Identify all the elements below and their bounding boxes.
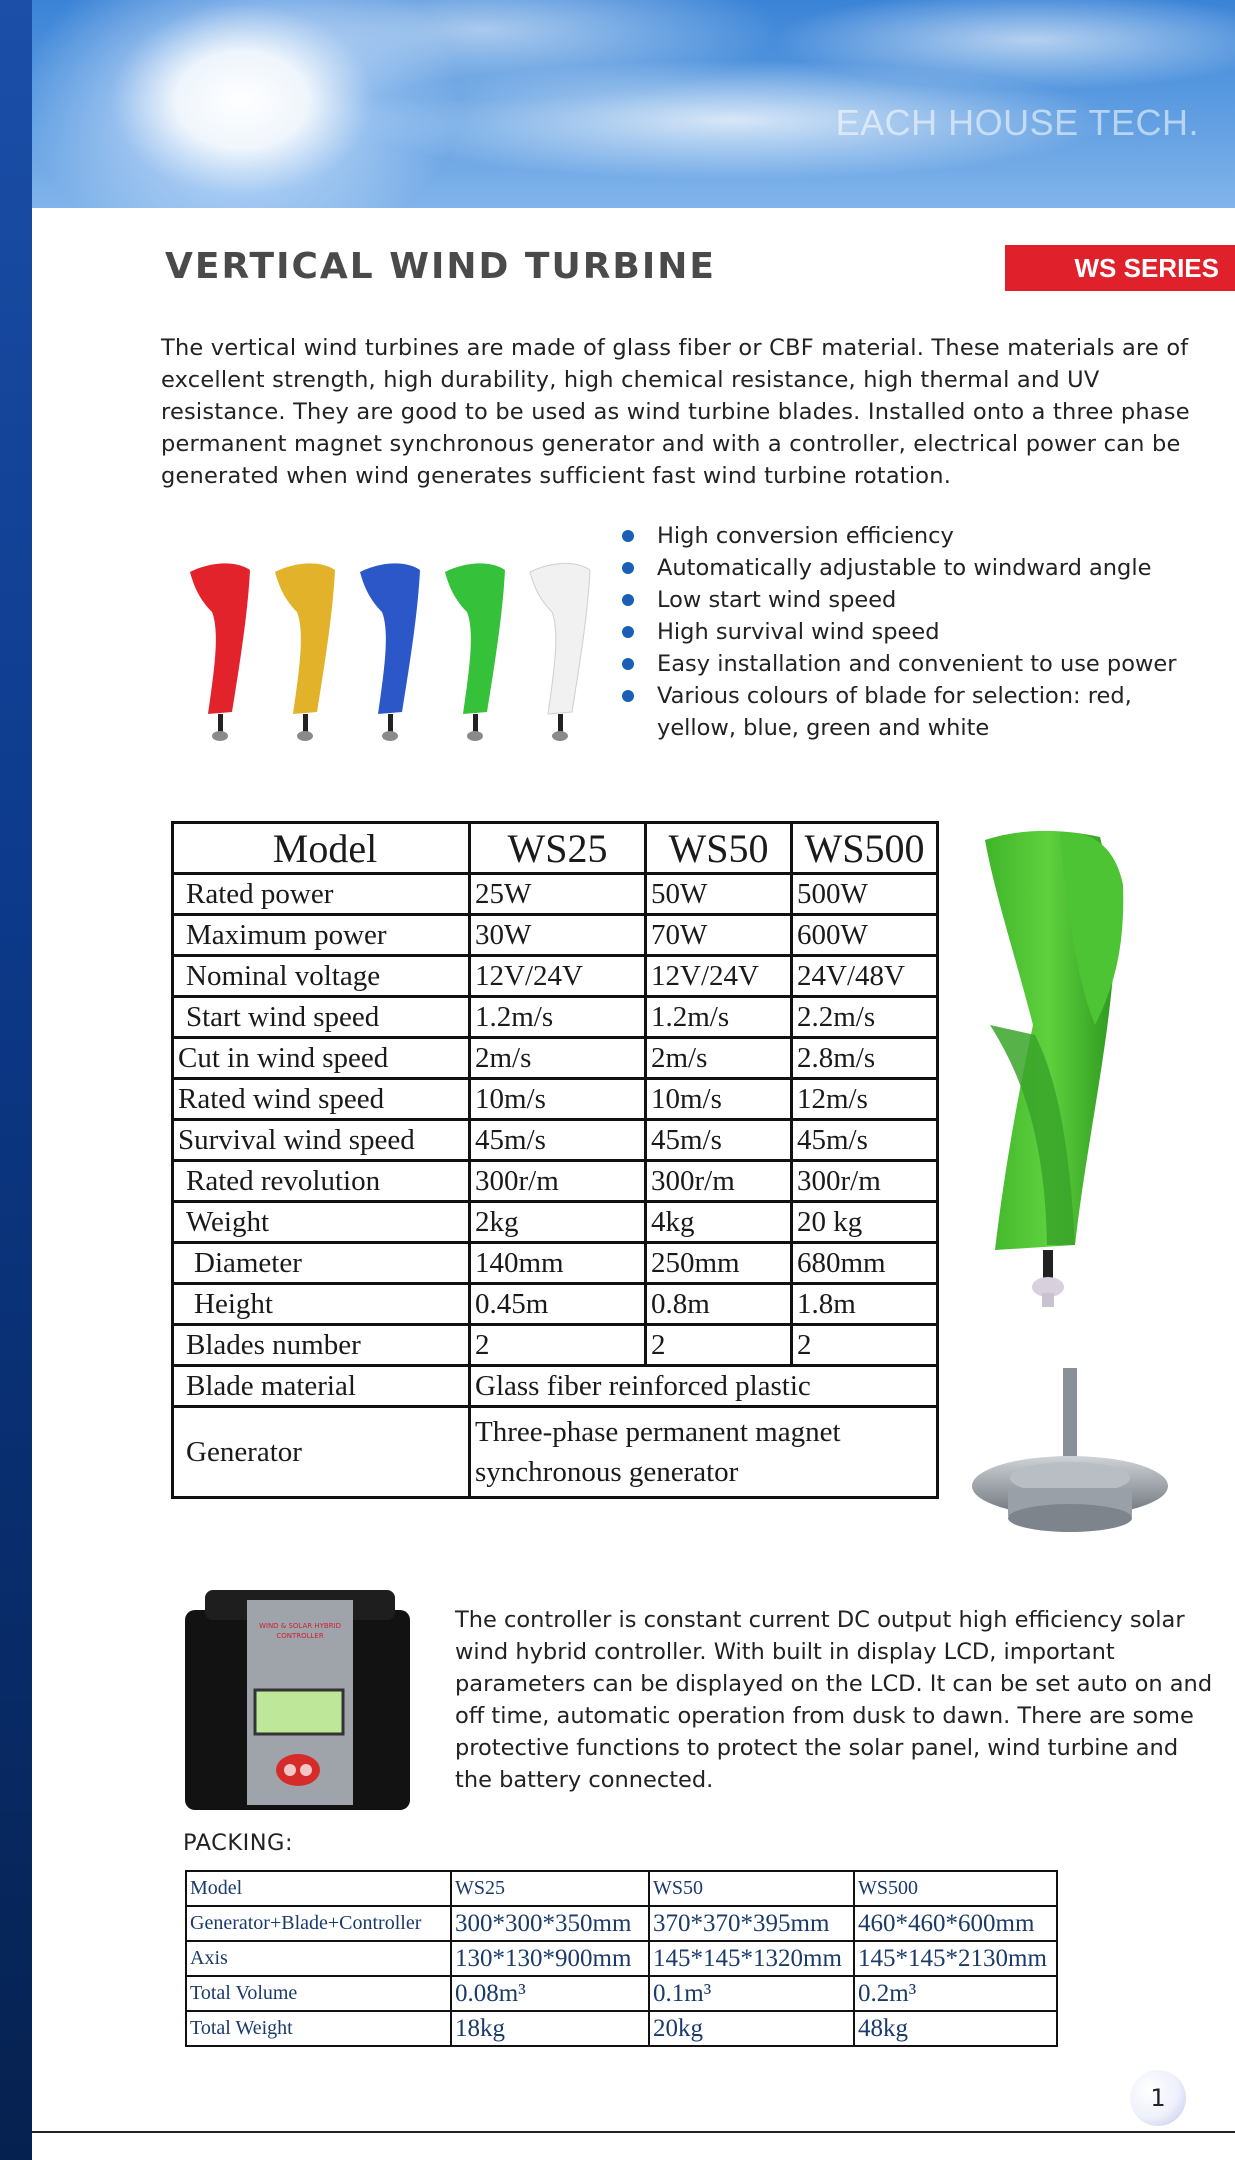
packing-header-cell: WS50	[649, 1871, 854, 1906]
spec-row	[173, 1366, 938, 1407]
spec-header-row	[173, 823, 938, 874]
packing-cell: Total Weight	[186, 2011, 451, 2046]
spec-header-cell: Model	[173, 823, 470, 874]
spec-cell: Cut in wind speed	[173, 1038, 470, 1079]
packing-cell: 0.1m³	[649, 1976, 854, 2011]
spec-row	[173, 956, 938, 997]
spec-cell: 30W	[470, 915, 646, 956]
spec-cell: 600W	[792, 915, 938, 956]
spec-cell: 24V/48V	[792, 956, 938, 997]
spec-cell: 300r/m	[792, 1161, 938, 1202]
generator-line: Three-phase permanent magnet	[475, 1416, 841, 1448]
packing-table	[185, 1870, 1058, 2047]
page-number: 1	[1130, 2070, 1186, 2126]
spec-row	[173, 1038, 938, 1079]
spec-cell: 25W	[470, 874, 646, 915]
spec-cell: Weight	[173, 1202, 470, 1243]
packing-cell: Axis	[186, 1941, 451, 1976]
spec-cell: Survival wind speed	[173, 1120, 470, 1161]
spec-cell: Generator	[173, 1407, 470, 1498]
spec-cell: 12V/24V	[646, 956, 792, 997]
green-turbine-image	[975, 825, 1125, 1325]
spec-cell: 45m/s	[792, 1120, 938, 1161]
blade-icon	[445, 563, 505, 741]
spec-row	[173, 997, 938, 1038]
packing-cell: 48kg	[854, 2011, 1057, 2046]
footer-divider	[32, 2131, 1235, 2133]
spec-cell: 10m/s	[470, 1079, 646, 1120]
feature-item: Easy installation and convenient to use power	[620, 648, 1210, 680]
spec-cell: 2m/s	[470, 1038, 646, 1079]
spec-cell: 1.2m/s	[470, 997, 646, 1038]
spec-cell: Blades number	[173, 1325, 470, 1366]
blade-icon	[360, 563, 420, 741]
spec-cell: Blade material	[173, 1366, 470, 1407]
spec-cell: 140mm	[470, 1243, 646, 1284]
spec-cell: 680mm	[792, 1243, 938, 1284]
spec-cell: 300r/m	[646, 1161, 792, 1202]
spec-table	[171, 821, 939, 1499]
header-banner	[32, 0, 1235, 208]
spec-cell: 70W	[646, 915, 792, 956]
generator-line: synchronous generator	[475, 1456, 739, 1488]
spec-header-cell: WS50	[646, 823, 792, 874]
packing-header-cell: WS500	[854, 1871, 1057, 1906]
packing-row	[186, 2011, 1057, 2046]
packing-header-cell: Model	[186, 1871, 451, 1906]
blade-icon	[530, 563, 590, 741]
colored-blades-image	[180, 552, 610, 752]
feature-item: Low start wind speed	[620, 584, 1210, 616]
bullet-icon	[622, 626, 634, 638]
controller-panel-title: WIND & SOLAR HYBRID	[258, 1622, 342, 1630]
spec-cell: 2m/s	[646, 1038, 792, 1079]
spec-row	[173, 874, 938, 915]
spec-cell: Glass fiber reinforced plastic	[470, 1366, 938, 1407]
spec-row	[173, 1243, 938, 1284]
feature-item: Automatically adjustable to windward angle	[620, 552, 1210, 584]
controller-panel-title: CONTROLLER	[276, 1632, 324, 1640]
packing-cell: Generator+Blade+Controller	[186, 1906, 451, 1941]
spec-row	[173, 1161, 938, 1202]
spec-row	[173, 1407, 938, 1498]
packing-row	[186, 1976, 1057, 2011]
generator-image	[968, 1368, 1172, 1540]
packing-cell: Total Volume	[186, 1976, 451, 2011]
spec-cell: 0.8m	[646, 1284, 792, 1325]
spec-row	[173, 1284, 938, 1325]
spec-cell: 12m/s	[792, 1079, 938, 1120]
spec-cell: Start wind speed	[173, 997, 470, 1038]
spec-cell: 250mm	[646, 1243, 792, 1284]
spec-cell: 45m/s	[646, 1120, 792, 1161]
spec-row	[173, 1202, 938, 1243]
left-side-bar	[0, 0, 32, 2160]
spec-cell: Rated revolution	[173, 1161, 470, 1202]
spec-cell: 0.45m	[470, 1284, 646, 1325]
spec-row	[173, 1079, 938, 1120]
packing-cell: 145*145*1320mm	[649, 1941, 854, 1976]
spec-cell: Height	[173, 1284, 470, 1325]
packing-cell: 20kg	[649, 2011, 854, 2046]
blade-icon	[275, 563, 335, 741]
packing-cell: 460*460*600mm	[854, 1906, 1057, 1941]
packing-cell: 18kg	[451, 2011, 649, 2046]
spec-cell: 2	[792, 1325, 938, 1366]
controller-image	[185, 1590, 410, 1812]
spec-cell: 2.2m/s	[792, 997, 938, 1038]
spec-cell	[470, 1407, 938, 1498]
series-badge: WS SERIES	[1005, 245, 1235, 291]
spec-row	[173, 915, 938, 956]
intro-paragraph: The vertical wind turbines are made of glass fiber or CBF material. These materials are of excellent strength, high durability, high chemical resistance, high thermal and UV resistance. They are good to be used as wind turbine blades. Installed onto a three phase permanent magnet synchronous generator and with a controller, electrical power can be generated when wind generates sufficient fast wind turbine rotation.	[161, 335, 1190, 489]
spec-row	[173, 1120, 938, 1161]
spec-cell: 2	[470, 1325, 646, 1366]
spec-cell: 2kg	[470, 1202, 646, 1243]
packing-header-row	[186, 1871, 1057, 1906]
spec-cell: 12V/24V	[470, 956, 646, 997]
packing-cell: 0.08m³	[451, 1976, 649, 2011]
spec-cell: 2.8m/s	[792, 1038, 938, 1079]
packing-cell: 0.2m³	[854, 1976, 1057, 2011]
bullet-icon	[622, 562, 634, 574]
feature-item: High conversion efficiency	[620, 520, 1210, 552]
spec-cell: Rated power	[173, 874, 470, 915]
bullet-icon	[622, 658, 634, 670]
packing-label: PACKING:	[183, 1830, 294, 1856]
packing-cell: 300*300*350mm	[451, 1906, 649, 1941]
spec-cell: 10m/s	[646, 1079, 792, 1120]
controller-description: The controller is constant current DC output high efficiency solar wind hybrid controller. With built in display LCD, important parameters can be displayed on the LCD. It can be set auto on and off time, automatic operation from dusk to dawn. There are some protective functions to protect the solar panel, wind turbine and the battery connected.	[455, 1607, 1213, 1793]
spec-cell: 300r/m	[470, 1161, 646, 1202]
spec-cell: 1.2m/s	[646, 997, 792, 1038]
bullet-icon	[622, 594, 634, 606]
feature-item: High survival wind speed	[620, 616, 1210, 648]
spec-cell: Nominal voltage	[173, 956, 470, 997]
packing-cell: 130*130*900mm	[451, 1941, 649, 1976]
spec-cell: Rated wind speed	[173, 1079, 470, 1120]
packing-cell: 370*370*395mm	[649, 1906, 854, 1941]
packing-row	[186, 1941, 1057, 1976]
bullet-icon	[622, 690, 634, 702]
spec-cell: 45m/s	[470, 1120, 646, 1161]
spec-cell: 4kg	[646, 1202, 792, 1243]
feature-item: Various colours of blade for selection: red, yellow, blue, green and white	[620, 680, 1210, 744]
brand-name: EACH HOUSE TECH.	[835, 102, 1199, 143]
packing-cell: 145*145*2130mm	[854, 1941, 1057, 1976]
spec-header-cell: WS500	[792, 823, 938, 874]
feature-list	[620, 520, 1210, 744]
bullet-icon	[622, 530, 634, 542]
blade-icon	[190, 563, 250, 741]
spec-cell: 1.8m	[792, 1284, 938, 1325]
packing-row	[186, 1906, 1057, 1941]
packing-header-cell: WS25	[451, 1871, 649, 1906]
spec-cell: Diameter	[173, 1243, 470, 1284]
spec-header-cell: WS25	[470, 823, 646, 874]
page-title: VERTICAL WIND TURBINE	[165, 246, 716, 287]
spec-row	[173, 1325, 938, 1366]
spec-cell: 2	[646, 1325, 792, 1366]
spec-cell: 500W	[792, 874, 938, 915]
spec-cell: 20 kg	[792, 1202, 938, 1243]
spec-cell: 50W	[646, 874, 792, 915]
spec-cell: Maximum power	[173, 915, 470, 956]
